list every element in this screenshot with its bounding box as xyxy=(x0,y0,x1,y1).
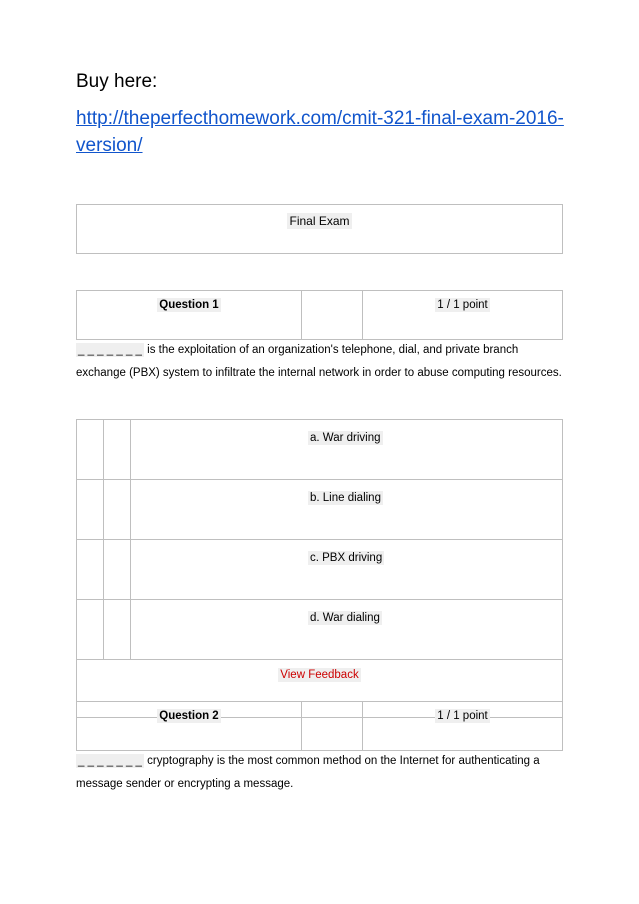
question-1-blank: _ _ _ _ _ _ _ xyxy=(78,344,142,356)
answer-select-cell[interactable] xyxy=(104,480,131,540)
answer-marker-cell xyxy=(77,480,104,540)
purchase-link[interactable]: http://theperfecthomework.com/cmit-321-final-exam-2016-version/ xyxy=(76,108,564,156)
question-2-prompt: cryptography is the most common method on the Internet for authenticating a message sender or encrypting a message. xyxy=(76,755,540,790)
answer-select-cell[interactable] xyxy=(104,600,131,660)
question-1-label: Question 1 xyxy=(77,291,302,340)
answer-option-d[interactable]: d. War dialing xyxy=(131,600,563,660)
question-2-blank: _ _ _ _ _ _ _ xyxy=(78,755,142,767)
question-2-text xyxy=(76,750,566,796)
answer-option-b[interactable]: b. Line dialing xyxy=(131,480,563,540)
question-1-header xyxy=(76,290,563,340)
exam-title-box xyxy=(76,204,563,254)
answer-row[interactable] xyxy=(77,540,563,600)
question-1-text xyxy=(76,339,566,385)
question-2-label: Question 2 xyxy=(77,702,302,751)
answer-option-c[interactable]: c. PBX driving xyxy=(131,540,563,600)
question-2-score: 1 / 1 point xyxy=(363,702,563,751)
answer-marker-cell xyxy=(77,420,104,480)
answer-marker-cell xyxy=(77,540,104,600)
answer-row[interactable] xyxy=(77,480,563,540)
answer-marker-cell xyxy=(77,600,104,660)
question-2-header xyxy=(76,701,563,751)
question-1-prompt: is the exploitation of an organization's telephone, dial, and private branch exchange (PBX) system to infiltrate the internal network in order to abuse computing resources. xyxy=(76,344,562,379)
answer-row[interactable] xyxy=(77,600,563,660)
answer-row[interactable] xyxy=(77,420,563,480)
answer-select-cell[interactable] xyxy=(104,540,131,600)
buy-here-label: Buy here: xyxy=(76,71,158,92)
exam-title: Final Exam xyxy=(77,205,563,254)
answer-select-cell[interactable] xyxy=(104,420,131,480)
question-1-empty-cell xyxy=(302,291,363,340)
answer-option-a[interactable]: a. War driving xyxy=(131,420,563,480)
question-1-answers xyxy=(76,419,563,718)
question-1-score: 1 / 1 point xyxy=(363,291,563,340)
view-feedback-link[interactable]: View Feedback xyxy=(77,660,563,718)
question-2-empty-cell xyxy=(302,702,363,751)
